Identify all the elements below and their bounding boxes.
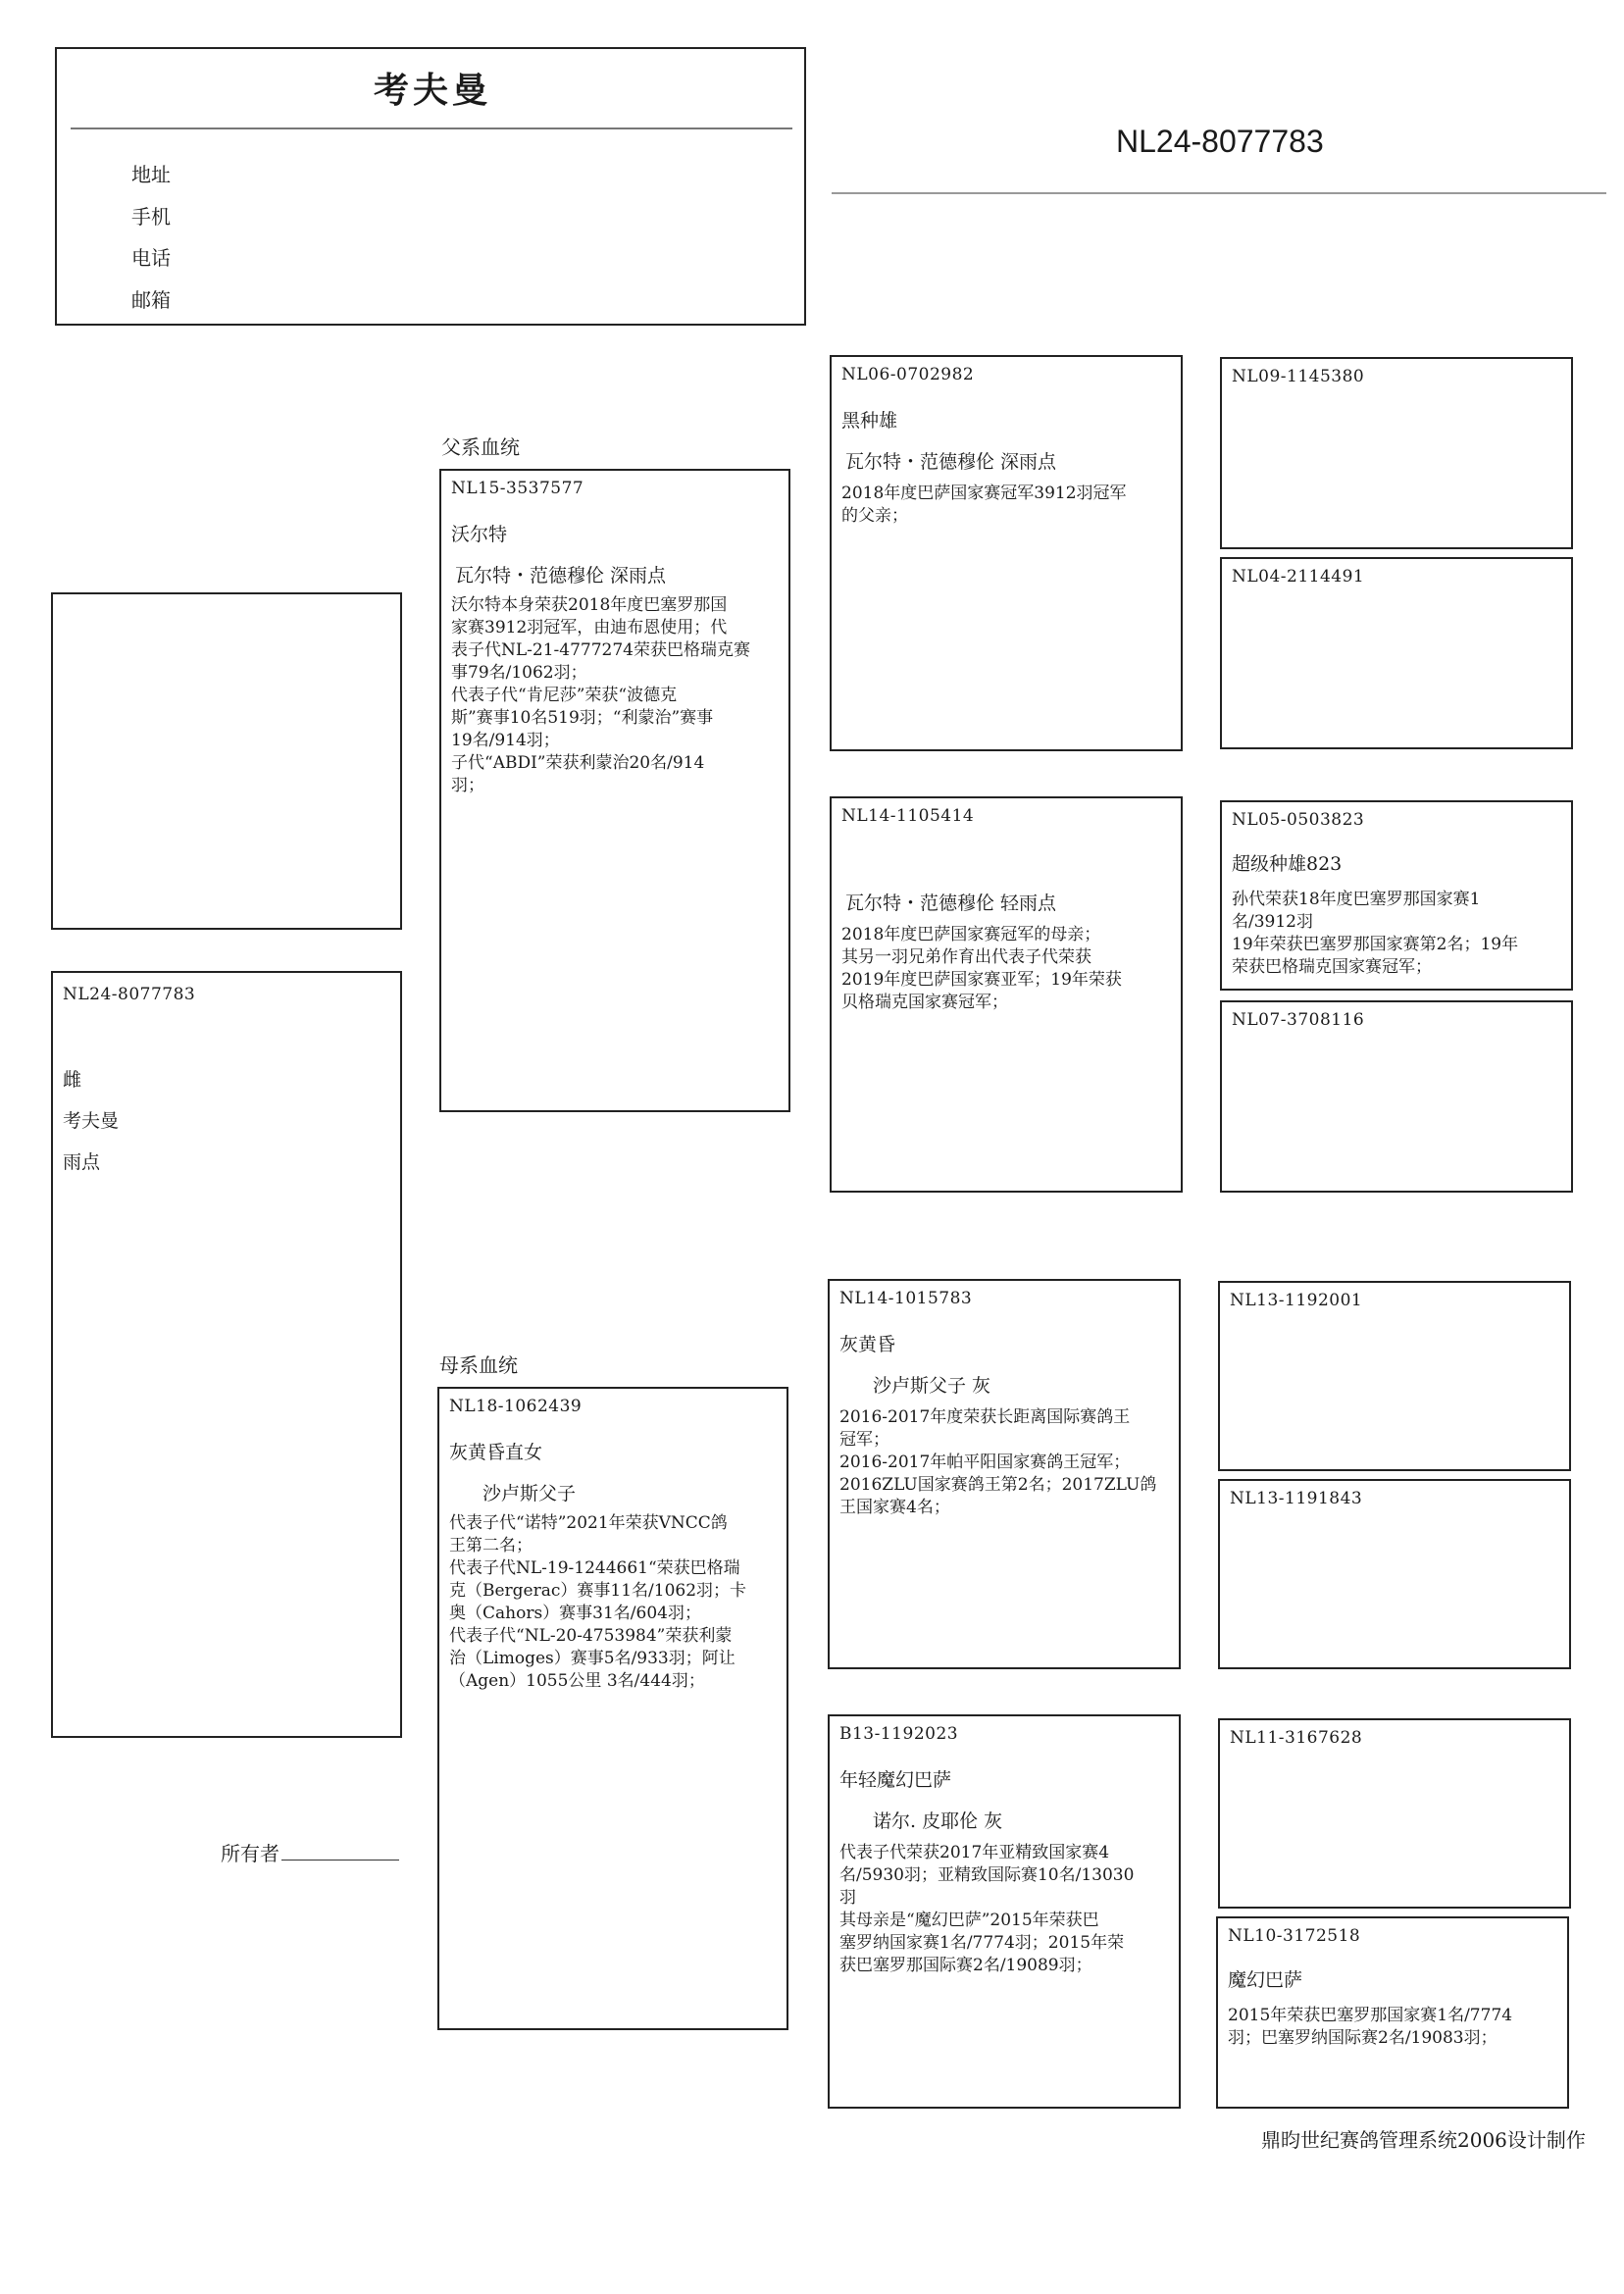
email-label: 邮箱	[131, 288, 171, 312]
sire-name: 沃尔特	[451, 524, 508, 545]
subject-sex: 雌	[63, 1069, 82, 1091]
sds-name: 超级种雄823	[1232, 853, 1343, 875]
paternal-section-label: 父系血统	[441, 435, 520, 459]
sss-box	[1220, 357, 1573, 549]
sire-notes: 沃尔特本身荣获2018年度巴塞罗那国 家赛3912羽冠军，由迪布恩使用；代 表子代NL-21-4777274荣获巴格瑞克赛 事79名/1062羽； 代表子代“肯尼莎”荣获“波德克 斯”赛事10名519羽；“利蒙治”赛事 19名/914羽； 子代“ABDI”荣获利蒙治20名/914 羽；	[451, 595, 750, 795]
ssd-ring: NL04-2114491	[1232, 567, 1365, 586]
dam-sire-notes: 2016-2017年度荣获长距离国际赛鸽王 冠军； 2016-2017年帕平阳国家赛鸽王冠军； 2016ZLU国家赛鸽王第2名；2017ZLU鸽 王国家赛4名；	[839, 1407, 1157, 1517]
dam-dam-notes: 代表子代荣获2017年亚精致国家赛4 名/5930羽；亚精致国际赛10名/13030 羽 其母亲是“魔幻巴萨”2015年荣获巴 塞罗纳国家赛1名/7774羽；2015年荣 获巴塞罗那国际赛2名/19089羽；	[839, 1843, 1135, 1975]
dam-name: 灰黄昏直女	[449, 1442, 543, 1463]
ddd-notes: 2015年荣获巴塞罗那国家赛1名/7774 羽；巴塞罗纳国际赛2名/19083羽；	[1228, 2006, 1513, 2048]
dam-ring: NL18-1062439	[449, 1397, 583, 1416]
dam-sire-box	[828, 1279, 1181, 1669]
ssd-box	[1220, 557, 1573, 749]
dsd-ring: NL13-1191843	[1230, 1489, 1363, 1508]
header-underline	[832, 192, 1606, 194]
owner-signature	[221, 1838, 399, 1866]
sdd-box	[1220, 1000, 1573, 1193]
sire-sire-box	[830, 355, 1183, 751]
sss-ring: NL09-1145380	[1232, 367, 1365, 386]
dam-notes: 代表子代“诺特”2021年荣获VNCC鸽 王第二名； 代表子代NL-19-1244661“荣获巴格瑞 克（Bergerac）赛事11名/1062羽；卡 奥（Cahors）赛事31名/604羽； 代表子代“NL-20-4753984”荣获利蒙 治（Limoges）赛事5名/933羽；阿让 （Agen）1055公里 3名/444羽；	[449, 1513, 747, 1691]
dds-ring: NL11-3167628	[1230, 1728, 1363, 1748]
owner-info-box	[55, 47, 806, 326]
sire-sire-name: 黑种雄	[841, 410, 898, 432]
sds-box	[1220, 800, 1573, 991]
sire-ring: NL15-3537577	[451, 479, 584, 498]
sire-dam-box	[830, 796, 1183, 1193]
dam-dam-ring: B13-1192023	[839, 1724, 959, 1744]
phone-label: 电话	[131, 246, 171, 270]
ddd-name: 魔幻巴萨	[1228, 1969, 1303, 1991]
sire-dam-ring: NL14-1105414	[841, 806, 975, 826]
sire-sire-notes: 2018年度巴萨国家赛冠军3912羽冠军 的父亲；	[841, 484, 1127, 526]
sds-notes: 孙代荣获18年度巴塞罗那国家赛1 名/3912羽 19年荣获巴塞罗那国家赛第2名；19年 荣获巴格瑞克国家赛冠军；	[1232, 890, 1519, 977]
dds-box	[1218, 1718, 1571, 1909]
pigeon-ring-header: NL24-8077783	[1116, 124, 1324, 159]
subject-breeder: 考夫曼	[63, 1110, 120, 1132]
sdd-ring: NL07-3708116	[1232, 1010, 1365, 1030]
dam-sire-ring: NL14-1015783	[839, 1289, 973, 1308]
ddd-box	[1216, 1916, 1569, 2109]
dss-box	[1218, 1281, 1571, 1471]
dss-ring: NL13-1192001	[1230, 1291, 1363, 1310]
sire-box	[439, 469, 790, 1112]
dam-dam-box	[828, 1714, 1181, 2109]
owner-signature-label: 所有者	[221, 1842, 279, 1865]
subject-pigeon-box	[51, 971, 402, 1738]
mobile-label: 手机	[131, 205, 171, 229]
ddd-ring: NL10-3172518	[1228, 1926, 1361, 1946]
subject-ring: NL24-8077783	[63, 985, 196, 1004]
address-label: 地址	[131, 163, 171, 186]
sire-breeder-color: 瓦尔特・范德穆伦 深雨点	[455, 565, 667, 586]
dam-dam-name: 年轻魔幻巴萨	[839, 1769, 952, 1791]
sire-sire-breeder-color: 瓦尔特・范德穆伦 深雨点	[845, 451, 1057, 473]
sire-dam-notes: 2018年度巴萨国家赛冠军的母亲； 其另一羽兄弟作育出代表子代荣获 2019年度巴萨国家赛亚军；19年荣获 贝格瑞克国家赛冠军；	[841, 925, 1122, 1012]
dam-sire-breeder-color: 沙卢斯父子 灰	[873, 1375, 991, 1397]
photo-placeholder	[51, 592, 402, 930]
owner-name-title: 考夫曼	[373, 70, 491, 111]
subject-color: 雨点	[63, 1151, 101, 1173]
sds-ring: NL05-0503823	[1232, 810, 1365, 830]
dsd-box	[1218, 1479, 1571, 1669]
dam-breeder-color: 沙卢斯父子	[482, 1483, 577, 1504]
owner-divider	[71, 127, 792, 129]
dam-box	[437, 1387, 788, 2030]
footer-credit: 鼎昀世纪赛鸽管理系统2006设计制作	[1261, 2128, 1586, 2152]
dam-dam-breeder-color: 诺尔. 皮耶伦 灰	[873, 1810, 1003, 1832]
sire-sire-ring: NL06-0702982	[841, 365, 975, 384]
dam-sire-name: 灰黄昏	[839, 1334, 896, 1355]
signature-line	[281, 1860, 399, 1861]
sire-dam-breeder-color: 瓦尔特・范德穆伦 轻雨点	[845, 892, 1057, 914]
maternal-section-label: 母系血统	[439, 1353, 518, 1377]
